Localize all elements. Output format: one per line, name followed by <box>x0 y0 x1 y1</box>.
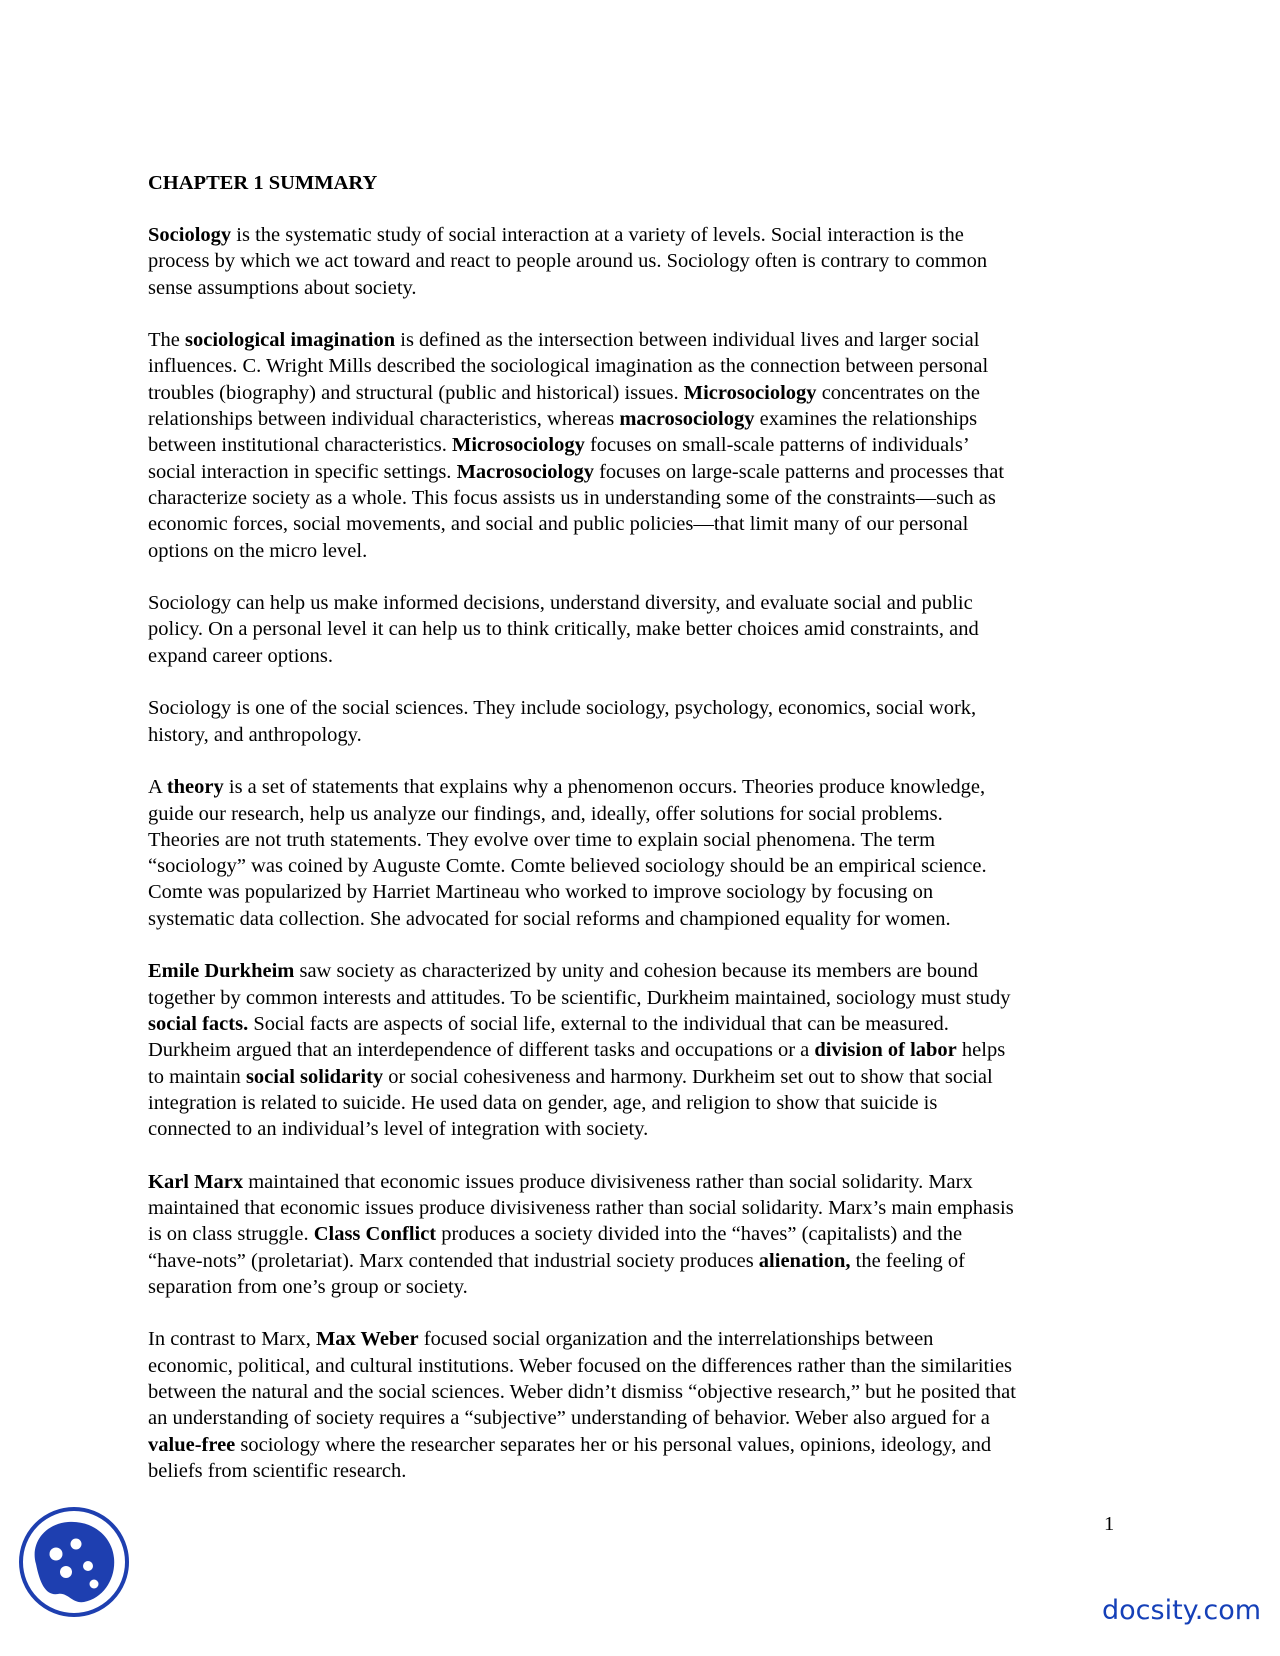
text-run: is on class struggle. <box>148 1223 314 1246</box>
paragraph-line <box>148 248 1138 274</box>
text-run: integration is related to suicide. He used data on gender, age, and religion to show that suicide is <box>148 1091 938 1114</box>
text-run: between the natural and the social sciences. Weber didn’t dismiss “objective research,” but he posited that <box>148 1381 1016 1404</box>
paragraph-line <box>148 1326 1138 1352</box>
text-run: Social facts are aspects of social life, external to the individual that can be measured. <box>248 1012 949 1035</box>
text-run: produces a society divided into the “haves” (capitalists) and the <box>436 1223 963 1246</box>
text-run: Theories are not truth statements. They evolve over time to explain social phenomena. The term <box>148 828 936 851</box>
paragraph-line <box>148 985 1138 1011</box>
paragraph <box>148 958 1138 1142</box>
paragraph-line <box>148 879 1138 905</box>
text-run: “sociology” was coined by Auguste Comte. Comte believed sociology should be an empirical science. <box>148 855 987 878</box>
key-term: Sociology <box>148 224 232 246</box>
text-run: is defined as the intersection between individual lives and larger social <box>395 329 980 352</box>
paragraph-line <box>148 1221 1138 1247</box>
document-body <box>148 222 1138 1484</box>
page-number: 1 <box>1104 1513 1115 1535</box>
paragraph-line <box>148 1116 1138 1142</box>
key-term: macrosociology <box>619 408 755 431</box>
text-run: economic, political, and cultural institutions. Weber focused on the differences rather than the similarities <box>148 1354 1013 1377</box>
text-run: social interaction in specific settings. <box>148 460 457 483</box>
key-term: Emile Durkheim <box>148 960 295 983</box>
paragraph-line <box>148 853 1138 879</box>
text-run: relationships between individual characteristics, whereas <box>148 408 620 431</box>
paragraph-line <box>148 906 1138 932</box>
text-run: history, and anthropology. <box>148 723 362 746</box>
paragraph-line <box>148 1274 1138 1300</box>
paragraph-line <box>148 1064 1138 1090</box>
text-run: policy. On a personal level it can help us to think critically, make better choices amid constraints, and <box>148 618 979 641</box>
paragraph <box>148 327 1138 564</box>
text-run: between institutional characteristics. <box>148 434 452 457</box>
paragraph <box>148 1169 1138 1300</box>
key-term: social solidarity <box>245 1065 384 1088</box>
paragraph-line <box>148 406 1138 432</box>
paragraph-line <box>148 958 1138 984</box>
text-run: an understanding of society requires a “subjective” understanding of behavior. Weber also argued for a <box>148 1407 990 1430</box>
paragraph-line <box>148 538 1138 564</box>
key-term: theory <box>166 776 224 799</box>
paragraph-line <box>148 1379 1138 1405</box>
key-term: Microsociology <box>451 434 585 457</box>
text-run: Comte was popularized by Harriet Martineau who worked to improve sociology by focusing on <box>148 881 934 904</box>
docsity-brand-link[interactable]: docsity.com <box>1102 1595 1262 1626</box>
text-run: to maintain <box>148 1065 246 1088</box>
document-page <box>148 170 1138 1511</box>
text-run: is the systematic study of social interaction at a variety of levels. Social interaction is the <box>231 224 964 246</box>
key-term: sociological imagination <box>185 329 396 352</box>
text-run: the feeling of <box>850 1249 965 1272</box>
text-run: economic forces, social movements, and social and public policies—that limit many of our personal <box>148 513 969 536</box>
paragraph-line <box>148 643 1138 669</box>
paragraph-line <box>148 695 1138 721</box>
text-run: The <box>148 329 185 352</box>
text-run: concentrates on the <box>816 381 980 404</box>
text-run: In contrast to Marx, <box>148 1328 316 1351</box>
text-run: “have-nots” (proletariat). Marx contended that industrial society produces <box>148 1249 759 1272</box>
paragraph <box>148 222 1138 301</box>
docsity-logo-icon[interactable] <box>18 1506 130 1618</box>
text-run: maintained that economic issues produce divisiveness rather than social solidarity. Marx’s main emphasis <box>148 1196 1014 1219</box>
text-run: guide our research, help us analyze our findings, and, ideally, offer solutions for social problems. <box>148 802 943 825</box>
paragraph-line <box>148 1011 1138 1037</box>
text-run: connected to an individual’s level of integration with society. <box>148 1118 649 1141</box>
paragraph-line <box>148 1405 1138 1431</box>
text-run: characterize society as a whole. This focus assists us in understanding some of the constraints—such as <box>148 486 996 509</box>
key-term: Karl Marx <box>148 1170 244 1193</box>
paragraph-line <box>148 1169 1138 1195</box>
paragraph <box>148 695 1138 748</box>
paragraph-line <box>148 353 1138 379</box>
text-run: or social cohesiveness and harmony. Durkheim set out to show that social <box>383 1065 993 1088</box>
text-run: maintained that economic issues produce divisiveness rather than social solidarity. Marx <box>243 1170 973 1193</box>
text-run: influences. C. Wright Mills described the sociological imagination as the connection between personal <box>148 355 989 378</box>
paragraph-line <box>148 485 1138 511</box>
paragraph <box>148 590 1138 669</box>
paragraph-line <box>148 380 1138 406</box>
chapter-title: CHAPTER 1 SUMMARY <box>148 172 378 194</box>
paragraph-line <box>148 590 1138 616</box>
paragraph-line <box>148 1458 1138 1484</box>
text-run: troubles (biography) and structural (public and historical) issues. <box>148 381 684 404</box>
paragraph-line <box>148 801 1138 827</box>
text-run: focuses on large-scale patterns and processes that <box>593 460 1005 483</box>
key-term: Max Weber <box>315 1328 419 1351</box>
key-term: value-free <box>148 1433 236 1456</box>
paragraph-line <box>148 722 1138 748</box>
text-run: systematic data collection. She advocated for social reforms and championed equality for women. <box>148 907 951 930</box>
text-run: A <box>148 776 167 799</box>
text-run: saw society as characterized by unity and cohesion because its members are bound <box>294 960 979 983</box>
key-term: Class Conflict <box>313 1223 437 1246</box>
paragraph-line <box>148 459 1138 485</box>
text-run: Sociology can help us make informed decisions, understand diversity, and evaluate social and public <box>148 592 973 615</box>
text-run: separation from one’s group or society. <box>148 1275 468 1298</box>
text-run: is a set of statements that explains why a phenomenon occurs. Theories produce knowledge, <box>223 776 986 799</box>
text-run: Durkheim argued that an interdependence of different tasks and occupations or a <box>148 1039 815 1062</box>
paragraph-line <box>148 1090 1138 1116</box>
key-term: Macrosociology <box>456 460 594 483</box>
text-run: options on the micro level. <box>148 539 368 562</box>
text-run: focuses on small-scale patterns of individuals’ <box>584 434 970 457</box>
paragraph-line <box>148 1037 1138 1063</box>
paragraph-line <box>148 222 1138 248</box>
text-run: expand career options. <box>148 644 333 667</box>
text-run: process by which we act toward and react to people around us. Sociology often is contrary to common <box>148 250 988 273</box>
key-term: division of labor <box>814 1039 957 1062</box>
text-run: helps <box>956 1039 1006 1062</box>
text-run: together by common interests and attitudes. To be scientific, Durkheim maintained, sociology must study <box>148 986 1011 1009</box>
paragraph-line <box>148 432 1138 458</box>
paragraph-line <box>148 1432 1138 1458</box>
key-term: alienation, <box>758 1249 851 1272</box>
paragraph-line <box>148 1353 1138 1379</box>
text-run: beliefs from scientific research. <box>148 1459 407 1482</box>
text-run: Sociology is one of the social sciences. They include sociology, psychology, economics, social work, <box>148 697 977 720</box>
paragraph-line <box>148 1248 1138 1274</box>
paragraph-line <box>148 327 1138 353</box>
paragraph-line <box>148 616 1138 642</box>
text-run: focused social organization and the interrelationships between <box>418 1328 934 1351</box>
paragraph-line <box>148 275 1138 301</box>
key-term: social facts. <box>148 1012 249 1035</box>
text-run: examines the relationships <box>754 408 978 431</box>
text-run: sociology where the researcher separates her or his personal values, opinions, ideology, and <box>235 1433 992 1456</box>
paragraph-line <box>148 511 1138 537</box>
paragraph-line <box>148 827 1138 853</box>
paragraph-line <box>148 1195 1138 1221</box>
key-term: Microsociology <box>683 381 817 404</box>
paragraph <box>148 774 1138 932</box>
paragraph <box>148 1326 1138 1484</box>
text-run: sense assumptions about society. <box>148 276 417 299</box>
paragraph-line <box>148 774 1138 800</box>
